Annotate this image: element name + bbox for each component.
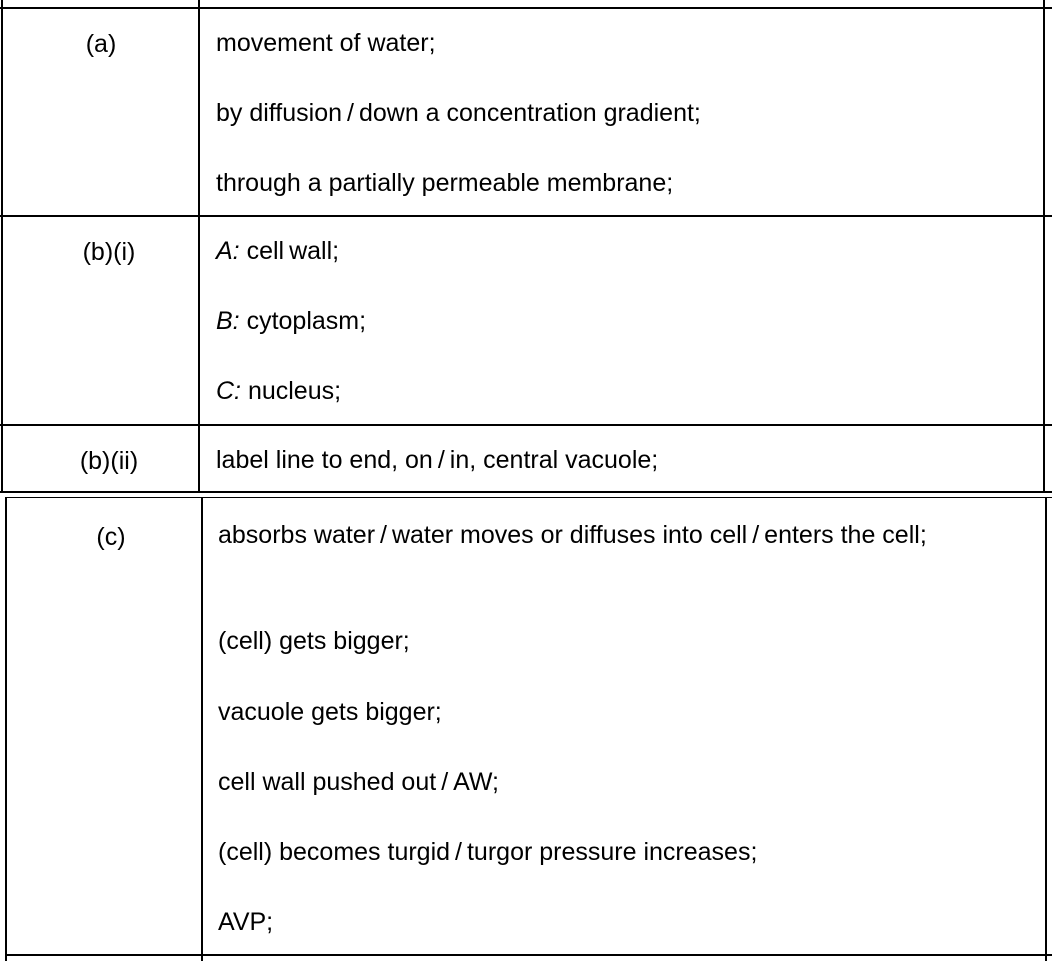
answer-key: A:	[216, 237, 240, 265]
answer-line: vacuole gets bigger;	[218, 698, 442, 726]
answer-line: movement of water;	[216, 29, 436, 57]
answer-line: cell wall pushed out / AW;	[218, 768, 499, 796]
row-border-c-top	[5, 497, 1052, 498]
answer-line: (cell) becomes turgid / turgor pressure increases;	[218, 838, 758, 866]
answer-text: cytoplasm;	[239, 307, 367, 335]
answer-line: through a partially permeable membrane;	[216, 169, 674, 197]
answer-line	[216, 236, 339, 266]
row-border-c-bottom	[5, 954, 1052, 956]
row-border-bi-top	[0, 215, 1052, 217]
answer-line: label line to end, on / in, central vacuole;	[216, 446, 659, 474]
question-label-b-ii: (b)(ii)	[79, 447, 139, 475]
column-divider-bottom	[201, 497, 203, 961]
answer-key: B:	[216, 307, 240, 335]
answer-line	[216, 306, 366, 336]
table-left-border-bottom	[5, 497, 7, 961]
row-border-bii-bottom	[0, 491, 1052, 493]
answer-text: cell wall;	[239, 237, 340, 265]
table-right-border-top	[1043, 0, 1045, 492]
answer-line: by diffusion / down a concentration gradient;	[216, 99, 701, 127]
question-label-a: (a)	[85, 30, 117, 58]
table-right-border-bottom	[1045, 497, 1047, 961]
row-border-bii-top	[0, 424, 1052, 426]
answer-key: C:	[216, 377, 241, 405]
question-label-b-i: (b)(i)	[82, 238, 136, 266]
answer-line: absorbs water / water moves or diffuses into cell / enters the cell;	[218, 521, 927, 549]
answer-text: nucleus;	[241, 377, 342, 405]
row-border-a-top	[0, 7, 1052, 9]
answer-line: (cell) gets bigger;	[218, 627, 410, 655]
answer-line	[216, 376, 341, 406]
table-left-border-top	[1, 0, 3, 492]
answer-line: AVP;	[218, 908, 274, 936]
question-label-c: (c)	[96, 523, 126, 551]
